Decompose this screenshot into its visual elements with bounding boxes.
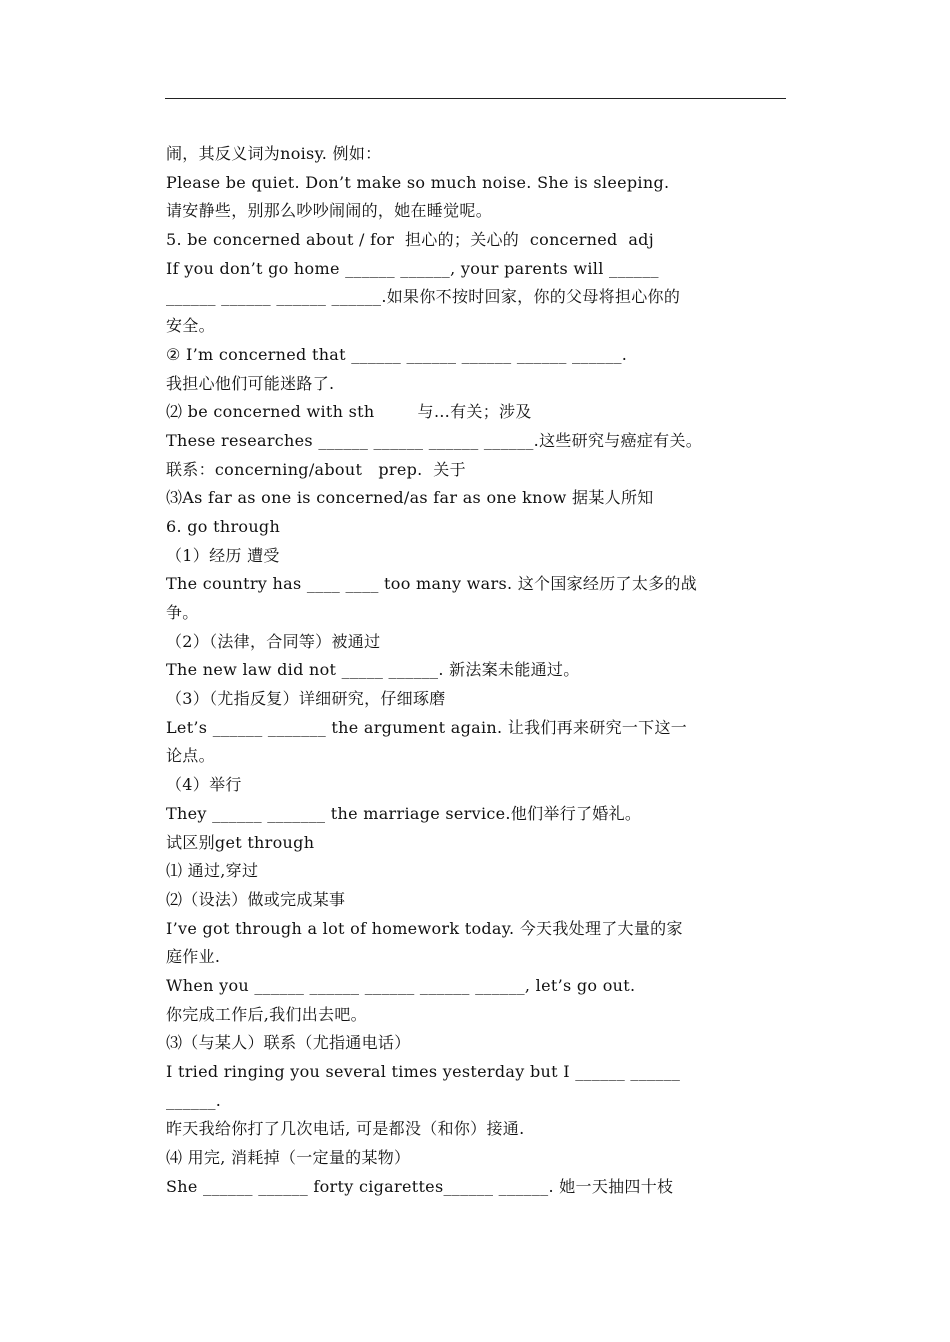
text-line: If you don’t go home ______ ______, your parents will ______ [166, 258, 659, 278]
header-rule [165, 98, 786, 99]
text-line: （3）（尤指反复）详细研究，仔细琢磨 [166, 689, 446, 709]
text-line: 闹，其反义词为noisy. 例如： [166, 144, 382, 163]
text-line: ⑶（与某人）联系（尤指通电话） [166, 1033, 411, 1053]
text-line: When you ______ ______ ______ ______ ______, let’s go out. [166, 975, 636, 995]
text-line: 6. go through [166, 516, 281, 536]
text-line: 我担心他们可能迷路了. [166, 373, 335, 393]
text-line: 争。 [166, 603, 199, 622]
text-line: ⑵（设法）做或完成某事 [166, 889, 346, 909]
text-line: These researches ______ ______ ______ ______.这些研究与癌症有关。 [166, 430, 703, 450]
text-line: （4）举行 [166, 775, 242, 795]
text-line: ⑴ 通过,穿过 [166, 861, 259, 881]
text-line: She ______ ______ forty cigarettes______ ______. 她一天抽四十枝 [166, 1176, 674, 1196]
text-line: 庭作业. [166, 947, 221, 967]
text-line: ⑶As far as one is concerned/as far as one know 据某人所知 [166, 488, 654, 508]
text-line: ② I’m concerned that ______ ______ ______ ______ ______. [166, 344, 628, 364]
text-line: The new law did not _____ ______. 新法案未能通过。 [166, 660, 580, 680]
text-line: 你完成工作后,我们出去吧。 [166, 1004, 367, 1024]
text-line: 昨天我给你打了几次电话, 可是都没（和你）接通. [166, 1119, 525, 1139]
text-line: ⑵ be concerned with sth 与…有关；涉及 [166, 402, 532, 422]
text-line: （1）经历 遭受 [166, 545, 280, 565]
text-line: The country has ____ ____ too many wars. 这个国家经历了太多的战 [166, 574, 698, 594]
text-line: I tried ringing you several times yesterday but I ______ ______ [166, 1062, 681, 1081]
text-line: Let’s ______ _______ the argument again. 让我们再来研究一下这一 [166, 717, 688, 737]
text-line: （2）（法律，合同等）被通过 [166, 631, 381, 651]
text-line: 请安静些，别那么吵吵闹闹的，她在睡觉呢。 [166, 201, 493, 221]
document-body [166, 140, 786, 1201]
text-line: 5. be concerned about / for 担心的；关心的 concerned adj [166, 230, 654, 250]
text-line: They ______ _______ the marriage service.他们举行了婚礼。 [166, 803, 642, 823]
text-line: 联系：concerning/about prep. 关于 [166, 459, 466, 479]
text-line: I’ve got through a lot of homework today. 今天我处理了大量的家 [166, 918, 683, 938]
text-line: 试区别get through [166, 832, 315, 852]
text-line: ______ ______ ______ ______.如果你不按时回家，你的父母将担心你的 [166, 287, 681, 307]
text-line: 论点。 [166, 746, 215, 766]
text-line: ⑷ 用完, 消耗掉（一定量的某物） [166, 1148, 411, 1168]
text-line: 安全。 [166, 316, 215, 336]
text-line: ______. [166, 1090, 222, 1110]
text-line: Please be quiet. Don’t make so much noise. She is sleeping. [166, 172, 670, 192]
